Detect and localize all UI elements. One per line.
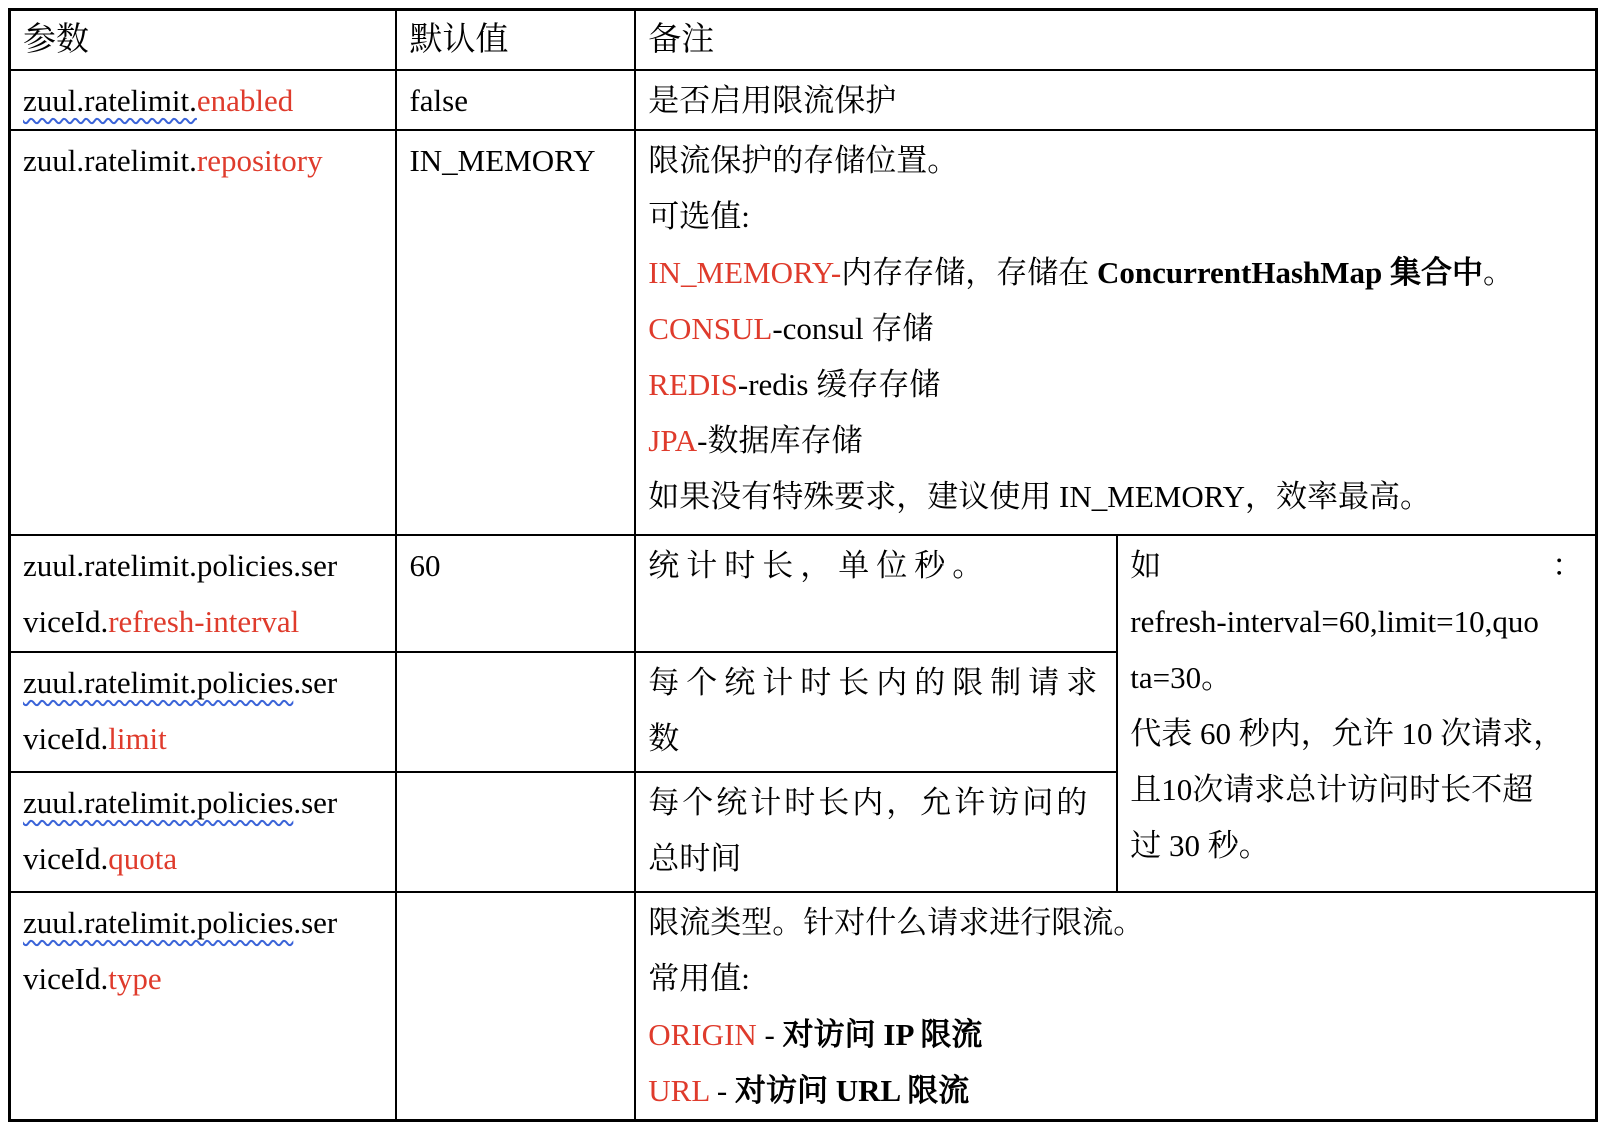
param-name-line2 — [23, 951, 383, 1007]
option-desc: -redis 缓存存储 — [737, 366, 941, 402]
default-cell-quota — [396, 772, 635, 892]
header-notes-label: 备注 — [648, 22, 715, 58]
param-cell-type — [10, 892, 397, 1121]
header-cell-default — [396, 10, 635, 70]
option-origin: ORIGIN — [648, 1016, 757, 1052]
param-cell-repository — [10, 130, 397, 535]
param-name-line2 — [23, 594, 383, 650]
example-line: ta=30。 — [1130, 659, 1233, 695]
param-suffix: limit — [108, 720, 167, 756]
example-intro: 如 — [1130, 547, 1162, 583]
note-line — [648, 1007, 1583, 1063]
option-consul: CONSUL — [648, 310, 773, 346]
default-cell-enabled — [396, 70, 635, 130]
option-desc-bold: ConcurrentHashMap 集合中 — [1096, 254, 1484, 290]
option-jpa: JPA — [648, 422, 698, 458]
note-line: 每个统计时长内的限制请求 — [648, 664, 1105, 700]
note-cell-refresh-interval — [635, 535, 1117, 652]
note-cell-limit — [635, 652, 1117, 772]
param-prefix-misspell: zuul.ratelimit.policies — [23, 904, 294, 940]
default-cell-repository — [396, 130, 635, 535]
param-prefix: viceId. — [23, 603, 109, 639]
param-name — [23, 73, 383, 129]
default-value: false — [409, 82, 468, 118]
option-in-memory: IN_MEMORY- — [648, 254, 842, 290]
header-row — [10, 10, 1597, 70]
param-cell-limit — [10, 652, 397, 772]
note-line: 每个统计时长内，允许访问的 — [648, 784, 1091, 820]
param-prefix-misspell: zuul.ratelimit. — [23, 82, 197, 118]
row-refresh-interval — [10, 535, 1597, 652]
param-prefix-rest: .ser — [293, 664, 338, 700]
note-line: 总时间 — [648, 840, 742, 876]
param-prefix-misspell: zuul.ratelimit.policies — [23, 664, 294, 700]
param-cell-refresh-interval — [10, 535, 397, 652]
note-line — [648, 357, 1583, 413]
default-cell-type — [396, 892, 635, 1121]
param-prefix-misspell: zuul.ratelimit.policies — [23, 784, 294, 820]
note-line: 如果没有特殊要求，建议使用 IN_MEMORY，效率最高。 — [648, 478, 1432, 514]
param-name-line2 — [23, 711, 383, 767]
option-desc-end: 。 — [1483, 254, 1515, 290]
param-suffix: enabled — [196, 82, 294, 118]
example-line: 且10次请求总计访问时长不超 — [1130, 771, 1534, 807]
example-line — [1130, 538, 1583, 594]
option-desc-bold: 对访问 URL 限流 — [734, 1072, 970, 1108]
note-line: 常用值: — [648, 960, 750, 996]
param-suffix: repository — [196, 142, 323, 178]
note-line: 数 — [648, 720, 680, 756]
example-line: 过 30 秒。 — [1130, 827, 1270, 863]
example-cell — [1117, 535, 1596, 892]
option-desc-bold: 对访问 IP 限流 — [782, 1016, 983, 1052]
example-line: 代表 60 秒内，允许 10 次请求， — [1130, 715, 1565, 751]
param-prefix: viceId. — [23, 840, 109, 876]
note-line: 统计时长，单位秒。 — [648, 547, 991, 583]
param-cell-quota — [10, 772, 397, 892]
option-url: URL — [648, 1072, 710, 1108]
note-line: 限流保护的存储位置。 — [648, 142, 959, 178]
param-name-line1 — [23, 895, 383, 951]
row-enabled — [10, 70, 1597, 130]
param-prefix-rest: .ser — [293, 904, 338, 940]
note-cell-quota — [635, 772, 1117, 892]
note-cell-type — [635, 892, 1596, 1121]
note-line — [648, 245, 1583, 301]
param-prefix: viceId. — [23, 720, 109, 756]
example-line: refresh-interval=60,limit=10,quo — [1130, 603, 1539, 639]
row-type — [10, 892, 1597, 1121]
note-line: 限流类型。针对什么请求进行限流。 — [648, 904, 1145, 940]
option-dash: - — [756, 1016, 783, 1052]
param-suffix: type — [108, 960, 162, 996]
option-desc: -数据库存储 — [697, 422, 863, 458]
default-value: IN_MEMORY — [409, 142, 596, 178]
ratelimit-config-table — [8, 8, 1598, 1122]
default-cell-limit — [396, 652, 635, 772]
option-dash: - — [709, 1072, 735, 1108]
header-param-label: 参数 — [23, 22, 89, 58]
note-line: 是否启用限流保护 — [648, 82, 897, 118]
param-prefix: zuul.ratelimit. — [23, 142, 197, 178]
note-cell-repository — [635, 130, 1596, 535]
param-name-line1 — [23, 775, 383, 831]
example-colon: ： — [1552, 547, 1583, 583]
option-desc: -consul 存储 — [772, 310, 934, 346]
param-name — [23, 133, 383, 189]
header-default-label: 默认值 — [409, 22, 509, 58]
option-desc: 内存存储，存储在 — [841, 254, 1097, 290]
note-line — [648, 301, 1583, 357]
param-cell-enabled — [10, 70, 397, 130]
param-name-line1 — [23, 655, 383, 711]
default-cell-refresh-interval — [396, 535, 635, 652]
param-name-line1: zuul.ratelimit.policies.ser — [23, 547, 338, 583]
note-line — [648, 1063, 1583, 1119]
note-line — [648, 413, 1583, 469]
param-suffix: quota — [108, 840, 178, 876]
param-suffix: refresh-interval — [108, 603, 300, 639]
row-repository — [10, 130, 1597, 535]
header-cell-param — [10, 10, 397, 70]
note-line: 可选值: — [648, 198, 750, 234]
param-name-line2 — [23, 831, 383, 887]
option-redis: REDIS — [648, 366, 738, 402]
param-prefix: viceId. — [23, 960, 109, 996]
note-cell-enabled — [635, 70, 1596, 130]
default-value: 60 — [409, 547, 441, 583]
header-cell-notes — [635, 10, 1596, 70]
param-prefix-rest: .ser — [293, 784, 338, 820]
